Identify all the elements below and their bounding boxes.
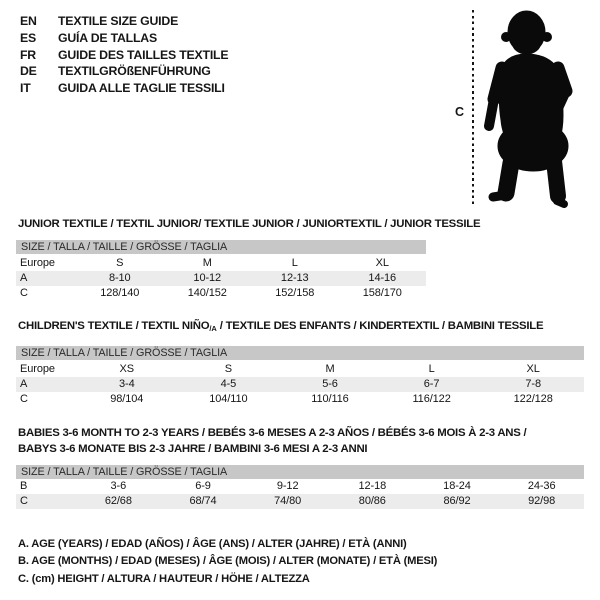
language-row-de [20, 63, 228, 80]
language-label: GUIDA ALLE TAGLIE TESSILI [58, 81, 225, 96]
table-cell: L [291, 257, 298, 269]
table-row [16, 286, 426, 301]
toddler-silhouette-icon [483, 5, 593, 215]
table-cell: M [202, 257, 212, 269]
note-c: C. (cm) HEIGHT / ALTURA / HAUTEUR / HÖHE / ALTEZZA [18, 572, 310, 585]
table-cell: 62/68 [104, 495, 132, 507]
table-row [16, 392, 584, 407]
language-label: TEXTILE SIZE GUIDE [58, 14, 179, 28]
table-cell: 104/110 [209, 393, 248, 405]
table-cell: 98/104 [110, 393, 144, 405]
children-title-text: CHILDREN'S TEXTILE / TEXTIL NIÑO [18, 320, 210, 332]
language-label: GUÍA DE TALLAS [58, 30, 157, 45]
language-code: DE [20, 64, 37, 79]
language-row-it [20, 80, 228, 97]
size-header-bar: SIZE / TALLA / TAILLE / GRÖSSE / TAGLIA [16, 465, 584, 479]
children-title-text: / TEXTILE DES ENFANTS / KINDERTEXTIL / BAMBINI TESSILE [216, 320, 544, 332]
language-code: FR [20, 47, 36, 62]
babies-size-table [16, 465, 584, 509]
junior-table-rows [16, 254, 426, 301]
table-cell: 86/92 [443, 495, 471, 507]
table-cell: 5-6 [322, 378, 338, 390]
language-row-es [20, 30, 228, 47]
row-label: Europe [20, 257, 55, 269]
table-cell: XL [375, 257, 389, 269]
table-cell: 68/74 [189, 495, 217, 507]
table-cell: 14-16 [368, 272, 397, 284]
table-cell: 10-12 [193, 272, 222, 284]
language-row-en [20, 13, 228, 30]
junior-section-title: JUNIOR TEXTILE / TEXTIL JUNIOR/ TEXTILE JUNIOR / JUNIORTEXTIL / JUNIOR TESSILE [18, 218, 481, 230]
table-cell: 6-7 [423, 378, 440, 390]
table-cell: 3-6 [110, 480, 127, 492]
height-measure-label: C [455, 105, 465, 119]
table-cell: 122/128 [513, 393, 553, 405]
table-row [16, 360, 584, 377]
table-cell: 80/86 [358, 495, 386, 507]
row-label: C [20, 495, 28, 507]
size-header-bar: SIZE / TALLA / TAILLE / GRÖSSE / TAGLIA [16, 240, 426, 254]
babies-title-line1: BABIES 3-6 MONTH TO 2-3 YEARS / BEBÉS 3-6 MESES A 2-3 AÑOS / BÉBÉS 3-6 MOIS À 2-3 ANS / [18, 427, 527, 439]
language-code: IT [20, 81, 31, 96]
table-cell: XL [526, 363, 540, 375]
table-cell: 128/140 [100, 287, 140, 299]
table-cell: 158/170 [362, 287, 402, 299]
table-cell: 92/98 [528, 495, 556, 507]
table-cell: 116/122 [412, 393, 451, 405]
row-label: A [20, 272, 28, 284]
row-label: C [20, 287, 28, 299]
table-cell: 12-13 [280, 272, 309, 284]
table-cell: 8-10 [108, 272, 131, 284]
table-cell: L [428, 363, 435, 375]
table-row [16, 479, 584, 494]
table-row [16, 271, 426, 286]
children-title-subscript: /A [209, 324, 217, 333]
table-cell: 7-8 [525, 378, 541, 390]
children-size-table [16, 346, 584, 407]
babies-title-line2: BABYS 3-6 MONATE BIS 2-3 JAHRE / BAMBINI 3-6 MESI A 2-3 ANNI [18, 443, 368, 455]
language-label: TEXTILGRÖßENFÜHRUNG [58, 64, 211, 79]
table-cell: 152/158 [275, 287, 315, 299]
note-a: A. AGE (YEARS) / EDAD (AÑOS) / ÂGE (ANS) / ALTER (JAHRE) / ETÀ (ANNI) [18, 538, 407, 550]
table-cell: M [325, 363, 335, 375]
table-cell: 6-9 [195, 480, 211, 492]
language-list [20, 13, 228, 97]
language-label: GUIDE DES TAILLES TEXTILE [58, 47, 229, 62]
table-cell: 18-24 [443, 480, 471, 492]
babies-section-title [18, 425, 526, 457]
table-cell: 4-5 [220, 378, 237, 390]
table-row [16, 494, 584, 509]
table-cell: 110/116 [311, 393, 349, 405]
table-cell: 140/152 [187, 287, 227, 299]
table-cell: 24-36 [527, 480, 556, 492]
language-row-fr [20, 47, 228, 64]
table-row [16, 254, 426, 271]
junior-size-table [16, 240, 426, 301]
table-row [16, 377, 584, 392]
children-table-rows [16, 360, 584, 407]
table-cell: 3-4 [118, 378, 135, 390]
language-code: EN [20, 14, 37, 28]
language-code: ES [20, 30, 37, 45]
height-measure-dashed-line [472, 10, 474, 207]
table-cell: 74/80 [274, 495, 302, 507]
legend-notes [18, 536, 437, 588]
table-cell: S [116, 257, 124, 269]
children-section-title [18, 320, 543, 333]
table-cell: 9-12 [276, 480, 299, 492]
table-cell: XS [119, 363, 135, 375]
size-header-bar: SIZE / TALLA / TAILLE / GRÖSSE / TAGLIA [16, 346, 584, 360]
babies-table-rows [16, 479, 584, 509]
row-label: C [20, 393, 28, 405]
table-cell: S [224, 363, 233, 375]
row-label: Europe [20, 363, 55, 375]
row-label: B [20, 480, 28, 492]
note-b: B. AGE (MONTHS) / EDAD (MESES) / ÂGE (MOIS) / ALTER (MONATE) / ETÀ (MESI) [18, 555, 438, 568]
table-cell: 12-18 [358, 480, 387, 492]
row-label: A [20, 378, 28, 390]
